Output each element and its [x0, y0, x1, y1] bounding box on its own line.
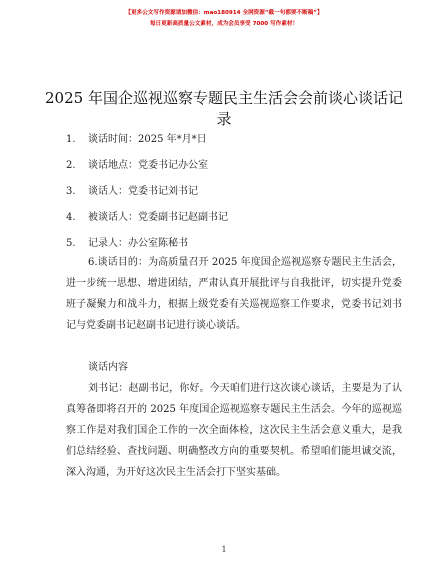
item-number: 2. [66, 160, 76, 171]
item-label: 被谈话人：党委副书记赵副书记 [88, 212, 228, 223]
purpose-paragraph: 6.谈话目的：为高质量召开 2025 年度国企巡视巡察专题民主生活会，进一步统一思想、增进团结，严肃认真开展批评与自我批评，切实提升党委班子凝聚力和战斗力，根据上级党委有关巡视巡察工作要求，党委书记刘书记与党委副书记赵副书记进行谈心谈话。 [66, 257, 402, 331]
item-number: 1. [66, 134, 76, 145]
item-interviewer [66, 182, 402, 197]
item-time [66, 130, 402, 145]
item-number: 3. [66, 186, 76, 197]
item-label: 记录人：办公室陈秘书 [88, 238, 188, 249]
item-label: 谈话人：党委书记刘书记 [88, 186, 198, 197]
item-label: 谈话地点：党委书记办公室 [88, 160, 208, 171]
talk-paragraph: 刘书记：赵副书记，你好。今天咱们进行这次谈心谈话，主要是为了认真筹备即将召开的 2025 年度国企巡视巡察专题民主生活会。今年的巡视巡察工作是对我们国企工作的一次全面体检，这次民主生活会意义重大，是我们总结经验、查找问题、明确整改方向的重要契机。希望咱们能坦诚交流，深入沟通，为开好这次民主生活会打下坚实基础。 [66, 383, 402, 478]
document-title: 2025 年国企巡视巡察专题民主生活会会前谈心谈话记录 [45, 89, 403, 128]
page-number: 1 [221, 545, 227, 554]
item-recorder [66, 234, 402, 249]
item-label: 谈话时间：2025 年*月*日 [88, 134, 207, 145]
banner-line-2: 每日更新高质量公文素材，成为会员享受 7000 写作素材！ [149, 21, 299, 27]
item-number: 4. [66, 212, 76, 223]
item-number: 5. [66, 238, 76, 249]
promo-banner [0, 8, 448, 30]
item-interviewee [66, 208, 402, 223]
section-heading: 谈话内容 [88, 362, 128, 373]
item-location [66, 156, 402, 171]
banner-line-1: 【更多公文写作资源请加微信：mao180914 全网资源“截一句都要不断稿”】 [125, 10, 323, 16]
